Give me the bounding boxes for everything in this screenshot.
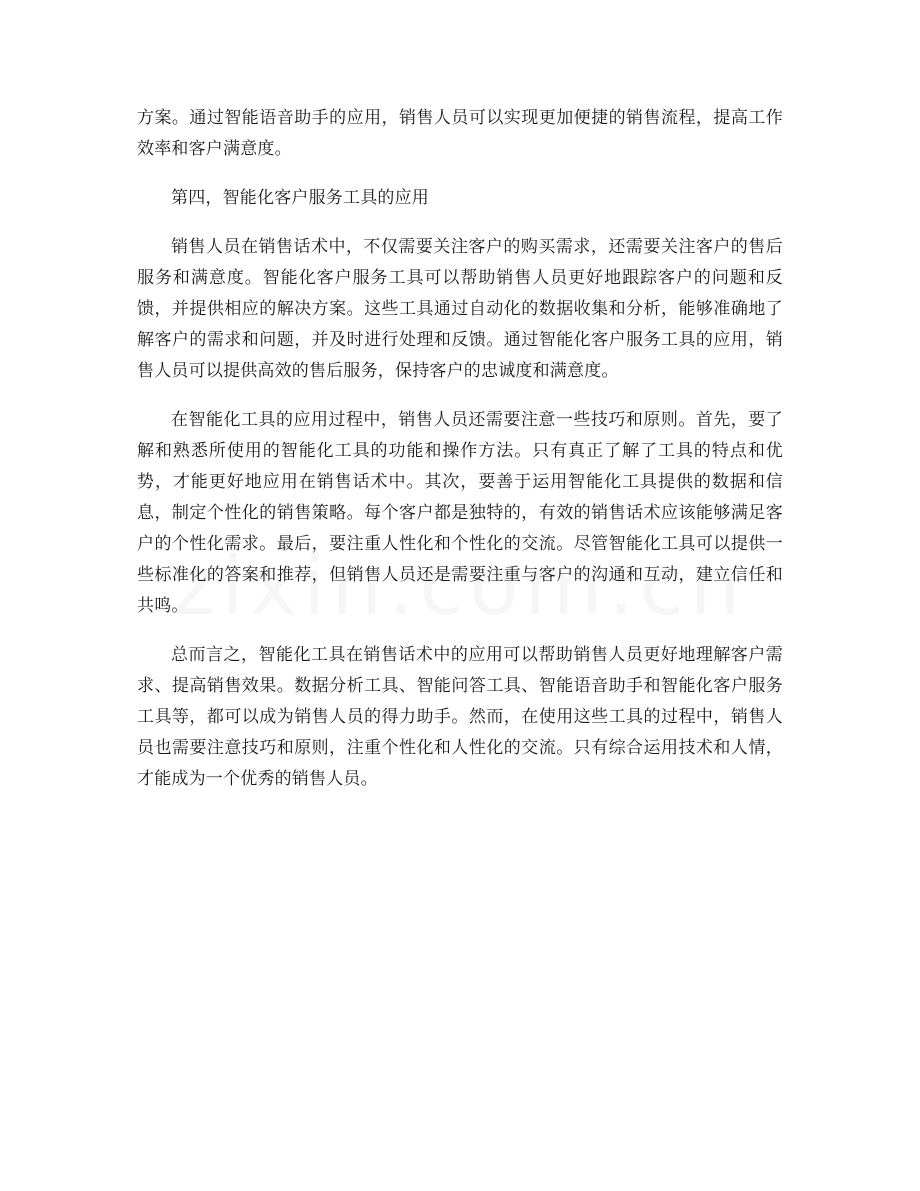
paragraph-conclusion: 总而言之，智能化工具在销售话术中的应用可以帮助销售人员更好地理解客户需求、提高销售效果。数据分析工具、智能问答工具、智能语音助手和智能化客户服务工具等，都可以成为销售人员的得力助手。然而，在使用这些工具的过程中，销售人员也需要注意技巧和原则，注重个性化和人性化的交流。只有综合运用技术和人情，才能成为一个优秀的销售人员。 [137,645,783,789]
section-heading: 第四，智能化客户服务工具的应用 [171,188,429,208]
document-body [137,103,783,813]
paragraph-tips-and-principles: 在智能化工具的应用过程中，销售人员还需要注意一些技巧和原则。首先，要了解和熟悉所使用的智能化工具的功能和操作方法。只有真正了解了工具的特点和优势，才能更好地应用在销售话术中。其次，要善于运用智能化工具提供的数据和信息，制定个性化的销售策略。每个客户都是独特的，有效的销售话术应该能够满足客户的个性化需求。最后，要注重人性化和个性化的交流。尽管智能化工具可以提供一些标准化的答案和推荐，但销售人员还是需要注重与客户的沟通和互动，建立信任和共鸣。 [137,410,783,616]
paragraph-continuation: 方案。通过智能语音助手的应用，销售人员可以实现更加便捷的销售流程，提高工作效率和客户满意度。 [137,108,783,159]
paragraph-customer-service-tools: 销售人员在销售话术中，不仅需要关注客户的购买需求，还需要关注客户的售后服务和满意度。智能化客户服务工具可以帮助销售人员更好地跟踪客户的问题和反馈，并提供相应的解决方案。这些工具通过自动化的数据收集和分析，能够准确地了解客户的需求和问题，并及时进行处理和反馈。通过智能化客户服务工具的应用，销售人员可以提供高效的售后服务，保持客户的忠诚度和满意度。 [137,237,783,381]
